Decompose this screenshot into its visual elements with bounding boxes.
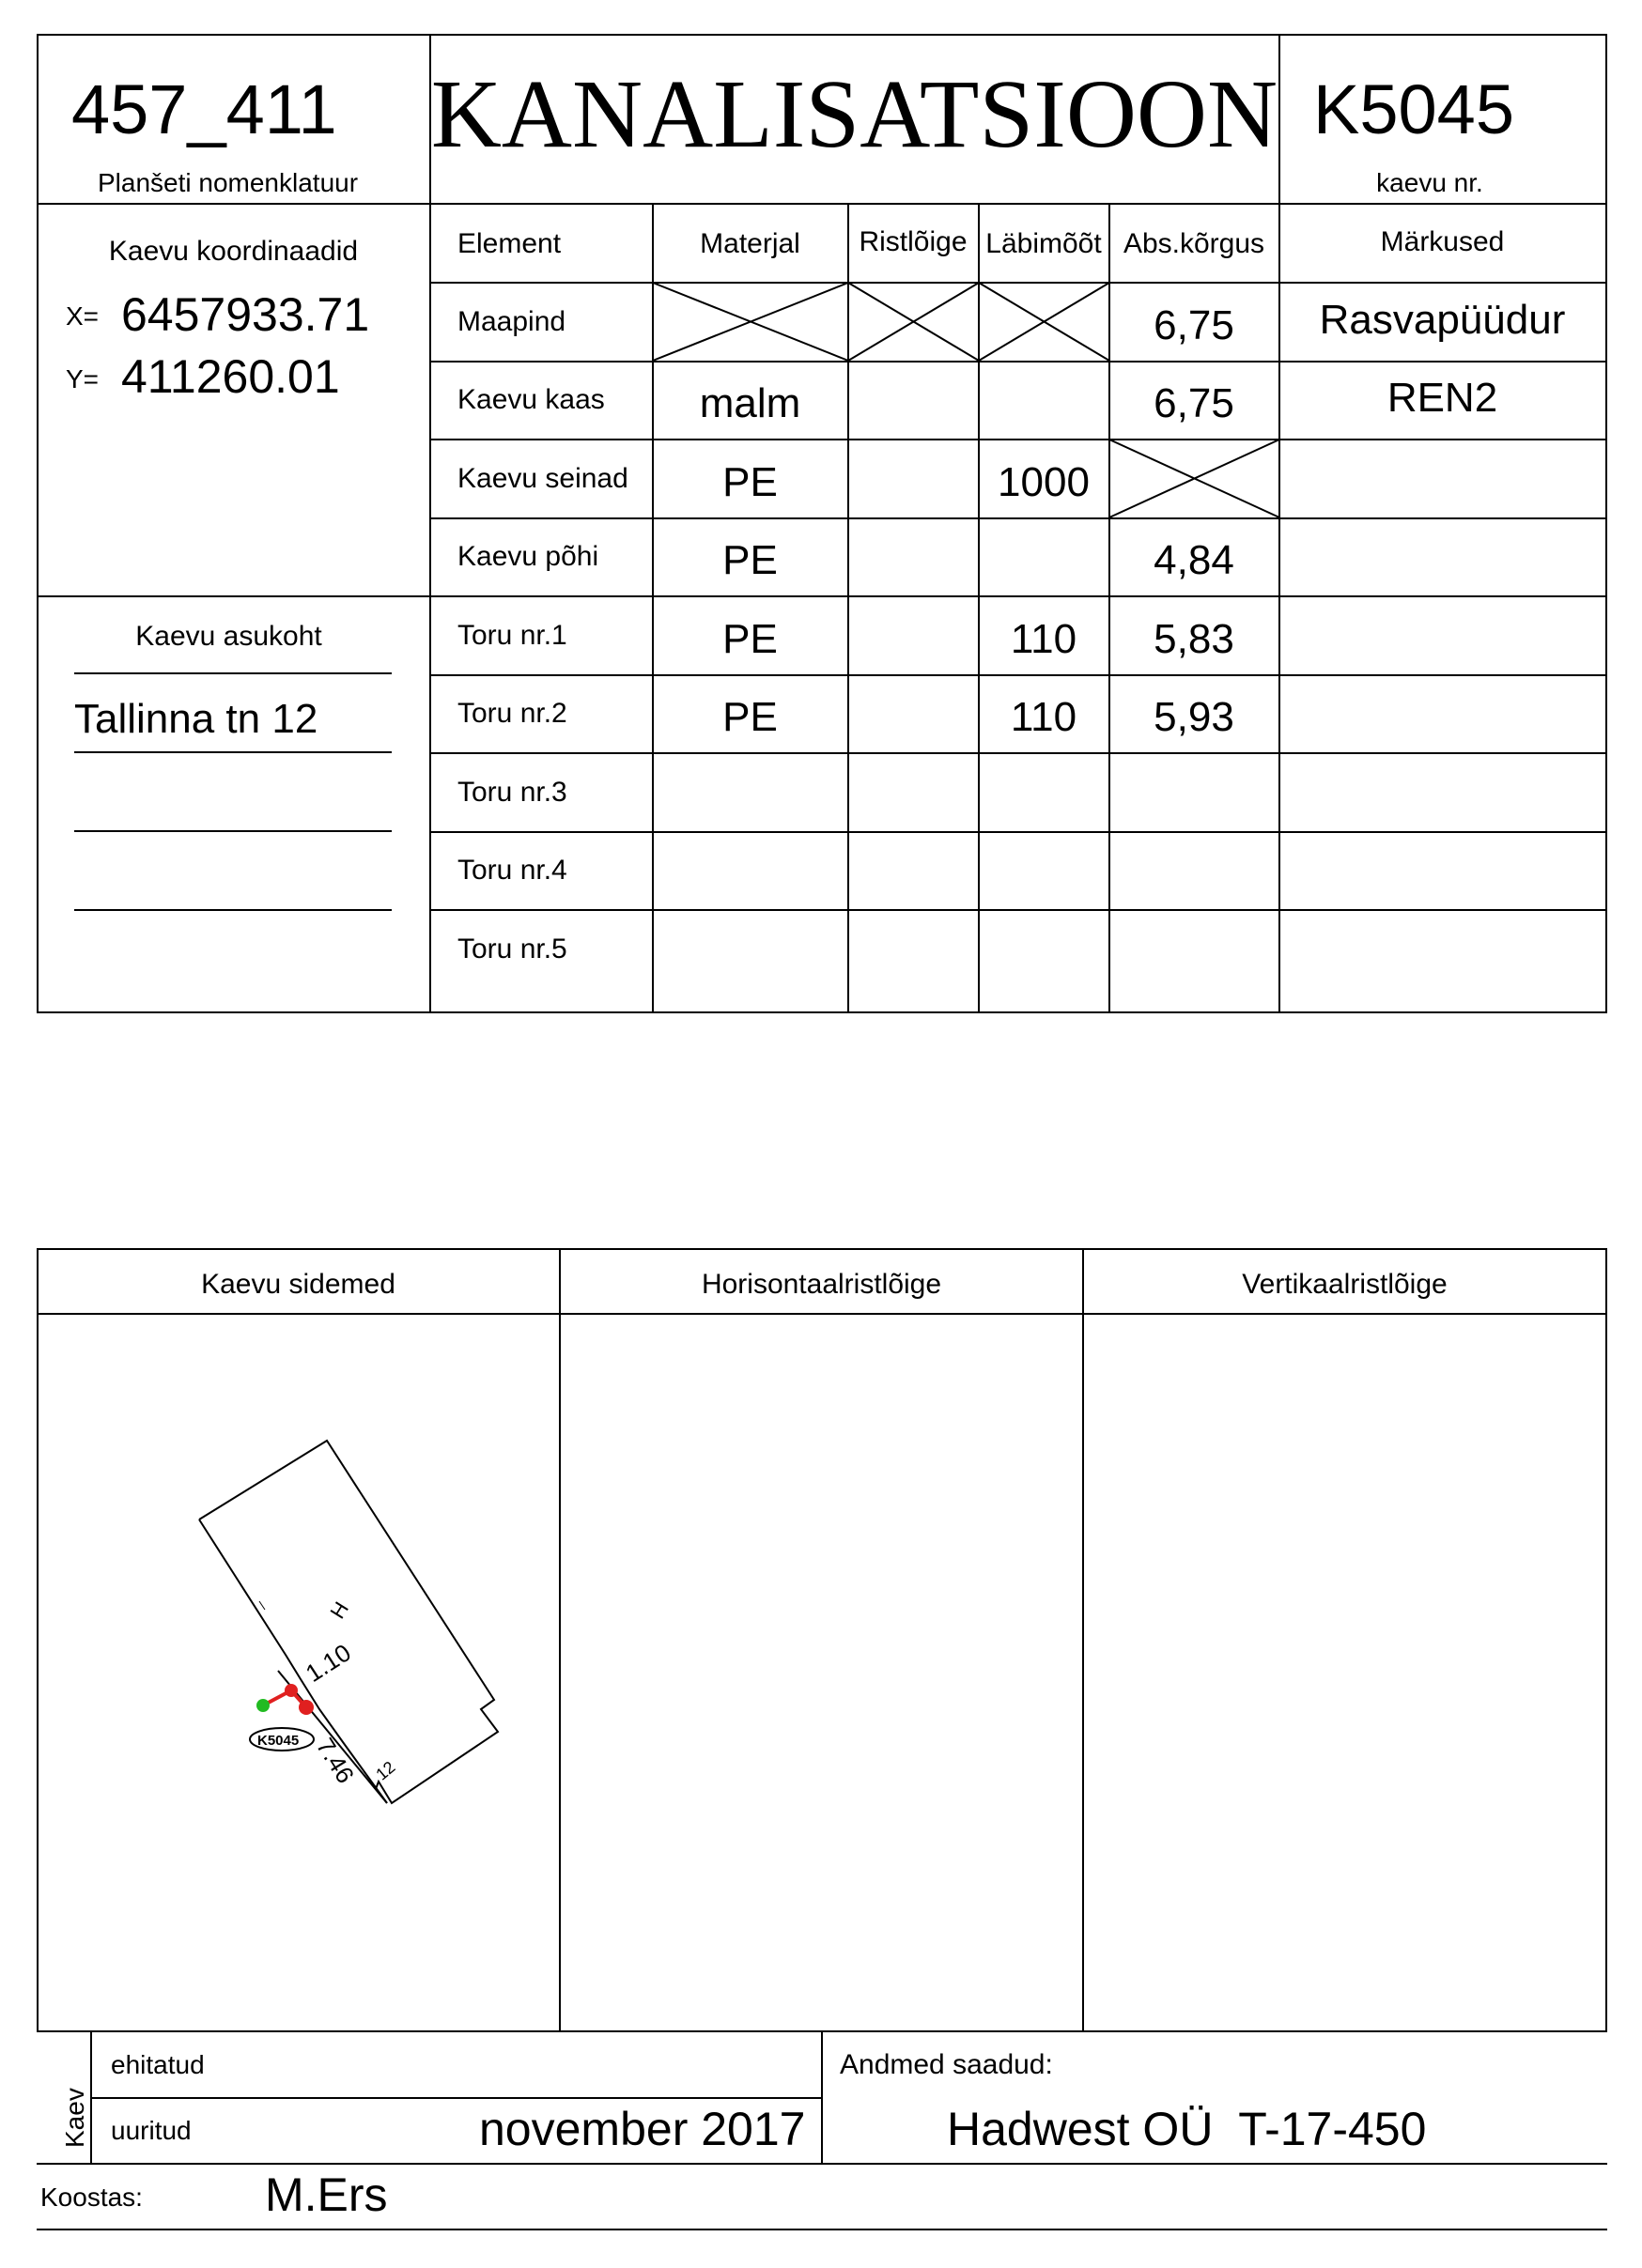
cell-labimoot: 110 [1010, 693, 1077, 740]
location-line-2 [74, 751, 392, 753]
cell-abs-korgus: 6,75 [1154, 301, 1234, 348]
footer-mid-line [90, 2097, 823, 2099]
cell-element: Toru nr.5 [457, 933, 567, 964]
cell-abs-korgus: 5,83 [1154, 615, 1234, 662]
header-vertikaalristloige: Vertikaalristlõige [1242, 1269, 1448, 1300]
building-letter: H [325, 1597, 353, 1623]
y-label: Y= [66, 364, 100, 393]
andmed-source: Hadwest OÜ T-17-450 [947, 2103, 1427, 2155]
well-number: K5045 [1313, 70, 1514, 148]
header-materjal: Materjal [700, 228, 800, 259]
y-coordinate: 411260.01 [121, 350, 340, 403]
cell-abs-korgus: 5,93 [1154, 693, 1234, 740]
uuritud-date: november 2017 [479, 2103, 806, 2155]
cell-materjal: PE [722, 615, 778, 662]
cell-materjal: PE [722, 458, 778, 505]
cell-markused: REN2 [1386, 374, 1498, 421]
cell-materjal: PE [722, 536, 778, 583]
ehitatud-label: ehitatud [111, 2050, 205, 2079]
dimension-2: 7.46 [310, 1733, 361, 1789]
lower-top-border [37, 1248, 1607, 1250]
survey-point [256, 1699, 270, 1712]
location-sketch [0, 1315, 559, 2029]
uuritud-label: uuritud [111, 2116, 192, 2145]
cell-element: Toru nr.4 [457, 854, 567, 886]
cell-abs-korgus: 4,84 [1154, 536, 1234, 583]
koostas-label: Koostas: [40, 2183, 143, 2212]
document-title: KANALISATSIOON [430, 60, 1278, 168]
location-line-3 [74, 830, 392, 832]
lower-divider-2 [1082, 1248, 1084, 2032]
header-labimoot: Läbimõõt [985, 228, 1102, 259]
cell-labimoot: 1000 [998, 458, 1090, 505]
cell-abs-korgus: 6,75 [1154, 379, 1234, 426]
cell-markused: Rasvapüüdur [1319, 296, 1566, 343]
header-markused: Märkused [1380, 226, 1505, 257]
andmed-label: Andmed saadud: [840, 2049, 1053, 2080]
sheet-number-label: Planšeti nomenklatuur [98, 168, 359, 197]
cell-element: Maapind [457, 305, 566, 337]
header-ristloige: Ristlõige [859, 226, 968, 257]
header-abs-korgus: Abs.kõrgus [1123, 228, 1265, 259]
cell-element: Kaevu kaas [457, 383, 605, 415]
location-address: Tallinna tn 12 [74, 696, 318, 742]
cell-element: Toru nr.2 [457, 697, 567, 729]
location-label: Kaevu asukoht [135, 621, 322, 652]
parcel-number: 12 [372, 1757, 399, 1784]
cell-materjal: malm [699, 379, 801, 426]
pipe-node-1 [285, 1684, 298, 1697]
lower-divider-1 [559, 1248, 561, 2032]
cell-element: Kaevu põhi [457, 540, 599, 572]
pipe-node-2 [299, 1700, 314, 1715]
location-line-1 [74, 672, 392, 674]
well-tag: K5045 [257, 1733, 300, 1749]
footer-kaev-divider [90, 2030, 92, 2164]
lower-right-border [1605, 1248, 1607, 2032]
coordinates-label: Kaevu koordinaadid [108, 236, 359, 267]
building-left-wall [199, 1520, 387, 1803]
x-label: X= [66, 301, 100, 331]
koostas-name: M.Ers [265, 2168, 388, 2221]
cell-element: Kaevu seinad [457, 462, 628, 494]
cell-labimoot: 110 [1010, 615, 1077, 662]
header-element: Element [457, 228, 562, 259]
x-coordinate: 6457933.71 [121, 288, 370, 341]
location-line-4 [74, 909, 392, 911]
dimension-1: 1.10 [300, 1638, 356, 1689]
well-number-label: kaevu nr. [1376, 168, 1483, 197]
kaev-label: Kaev [60, 2088, 89, 2148]
footer-source-divider [821, 2030, 823, 2164]
sheet-number: 457_411 [71, 70, 337, 148]
cell-materjal: PE [722, 693, 778, 740]
header-kaevu-sidemed: Kaevu sidemed [201, 1269, 395, 1300]
footer-last-line [37, 2229, 1607, 2230]
cell-element: Toru nr.3 [457, 776, 567, 808]
cell-element: Toru nr.1 [457, 619, 567, 651]
header-horisontaalristloige: Horisontaalristlõige [701, 1269, 942, 1300]
